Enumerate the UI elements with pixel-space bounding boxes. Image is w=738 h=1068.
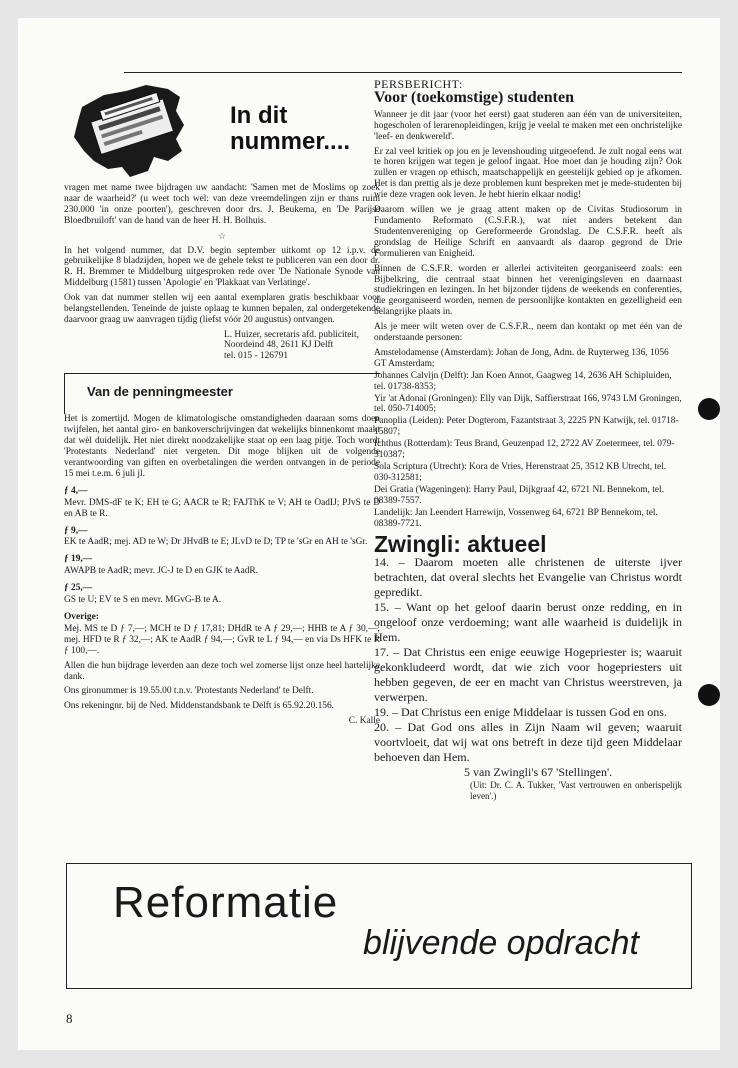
- thesis-citation: (Uit: Dr. C. A. Tukker, 'Vast vertrouwen en onberispelijk leven'.): [470, 780, 682, 801]
- contact-item: Panoplia (Leiden): Peter Dogterom, Fazantstraat 3, 2225 PN Katwijk, tel. 01718-15807;: [374, 416, 679, 438]
- magazine-page: [18, 18, 720, 1050]
- contact-item: Yir 'at Adonai (Groningen): Elly van Dijk, Saffierstraat 166, 9743 LM Groningen, tel. 050-714005;: [374, 393, 682, 415]
- contact-item: Dei Gratia (Wageningen): Harry Paul, Dijkgraaf 42, 6721 NL Bennekom, tel. 08389-7557.: [374, 484, 664, 506]
- top-rule-right: [374, 72, 682, 73]
- penningmeester-header: [64, 373, 380, 414]
- punch-hole-icon: [698, 684, 720, 706]
- press-paragraph: Wanneer je dit jaar (voor het eerst) gaat studeren aan één van de universiteiten, hogescholen of lerarenopleidingen, krijg je veelal te maken met een onchristelijke 'leef- en denkwereld'.: [374, 109, 682, 142]
- thesis-item: 20. – Dat God ons alles in Zijn Naam wil geven; waaruit voortvloeit, dat wij wat ons betreft in deze tijd geen Middelaar behoeven dan Hem.: [374, 720, 682, 765]
- banner-word-opdracht: blijvende opdracht: [363, 924, 639, 962]
- gift-list: AWAPB te AadR; mevr. JC-J te D en GJK te AadR.: [64, 566, 259, 577]
- intro-title: In dit nummer....: [230, 102, 351, 155]
- gift-heading: Overige:: [64, 611, 99, 622]
- signature-line: Noordeind 48, 2611 KJ Delft: [224, 340, 334, 351]
- press-paragraph: Er zal veel kritiek op jou en je levenshouding uitgeoefend. Je zult nogal eens wat te horen krijgen wat tegen je geloof ingaat. Hoe moet dan je houding zijn? Ook zullen er vragen op ethisch, maatschappelijk en geestelijk gebied op je afkomen. Het is dan prettig als je deze problemen kunt bespreken met je mede-studenten bij wie deze vragen ook leven. Je hebt hierin elkaar nodig!: [374, 146, 682, 201]
- intro-paragraph: Ook van dat nummer stellen wij een aantal exemplaren gratis beschikbaar voor belangstellenden. Teneinde de juiste oplaag te kunnen bepalen, zal ondergetekende daarvoor graag uw aanvragen tijdig (liefst vóór 20 augustus) ontvangen.: [64, 293, 380, 325]
- signature-line: tel. 015 - 126791: [224, 350, 289, 361]
- netherlands-map-icon: [64, 81, 214, 181]
- intro-header: [64, 73, 380, 183]
- intro-paragraph: vragen met name twee bijdragen uw aandacht: 'Samen met de Moslims op zoek naar de waarheid?' (u weet toch wel: van deze vreemdelingen zijn er thans ruim 230.000 'in onze poorten'), geschreven door drs. J. Beukema, en 'De Parijse Bloedbruiloft' van de hand van de heer H. H. Bolhuis.: [64, 183, 380, 226]
- contact-list: [374, 348, 682, 530]
- banner-word-reformatie: Reformatie: [113, 878, 339, 927]
- gift-heading: ƒ 25,—: [64, 583, 93, 594]
- punch-hole-icon: [698, 398, 720, 420]
- page-number: 8: [66, 1011, 73, 1026]
- secretary-signature: [224, 330, 380, 362]
- intro-paragraph: In het volgend nummer, dat D.V. begin september uitkomt op 12 i.p.v. de gebruikelijke 8 bladzijden, hopen we de gehele tekst te publiceren van een door dr. R. H. Bremmer te Middelburg uitgesproken rede over 'De Nationale Synode van Middelburg (1581) tussen 'Apologie' en 'Plakkaat van Verlatinge'.: [64, 245, 380, 289]
- press-paragraph: Als je meer wilt weten over de C.S.F.R., neem dan kontakt op met één van de onderstaande personen:: [374, 322, 682, 344]
- gift-list: Mej. MS te D ƒ 7,—; MCH te D ƒ 17,81; DHdR te A ƒ 29,—; HHB te A ƒ 30,—; mej. HFD te R ƒ 32,—; AK te AadR ƒ 94,—; GvR te L ƒ 94,— en via Ds HFK te R ƒ 100,—.: [64, 623, 380, 656]
- thesis-item: 14. – Daarom moeten alle christenen de uiterste ijver betrachten, dat overal slechts het Evangelie van Christus wordt gepredikt.: [374, 555, 682, 600]
- right-column: [374, 72, 682, 801]
- contact-item: Ichthus (Rotterdam): Teus Brand, Geuzenpad 12, 2722 AV Zoetermeer, tel. 079-310387;: [374, 439, 675, 461]
- contact-item: Sola Scriptura (Utrecht): Kora de Vries, Herenstraat 25, 3512 KB Utrecht, tel. 030-312581;: [374, 462, 667, 483]
- zwingli-theses: [374, 555, 682, 801]
- gift-list: EK te AadR; mej. AD te W; Dr JHvdB te E; JLvD te D; TP te 'sGr en AH te 'sGr.: [64, 537, 368, 548]
- gift-heading: ƒ 4,—: [64, 485, 88, 496]
- press-paragraph: Daarom willen we je graag attent maken op de Civitas Studiosorum in Fundamento Reformato (C.S.F.R.), wat niet anders betekent dan Studentenvereniging op Gereformeerde Grondslag. De C.S.F.R. heeft als grondslag de Heilige Schrift en aanvaardt als daarop gegrond de Drie Formulieren van Enigheid.: [374, 205, 682, 259]
- contact-item: Johannes Calvijn (Delft): Jan Koen Annot, Gaagweg 14, 2636 AH Schipluiden, tel. 01738-8353;: [374, 370, 672, 392]
- thesis-item: 17. – Dat Christus een enige eeuwige Hogepriester is; waaruit gekonkludeerd wordt, dat wie zich voor hogepriesters uit hebben gegeven, de eer en macht van Christus weerstreven, ja verwerpen.: [374, 645, 682, 705]
- press-label: PERSBERICHT:: [374, 77, 463, 91]
- contact-item: Landelijk: Jan Leendert Harrewijn, Vossenweg 64, 6721 BP Bennekom, tel. 08389-7721.: [374, 507, 658, 529]
- treasurer-signature: C. Kalle: [348, 716, 380, 727]
- body-paragraph: Allen die hun bijdrage leverden aan deze toch wel zomerse lijst onze heel hartelijke dank.: [64, 660, 380, 682]
- section-title: Van de penningmeester: [87, 384, 233, 400]
- press-title: Voor (toekomstige) studenten: [374, 88, 574, 106]
- left-column: [64, 72, 380, 727]
- body-paragraph: Ons rekeningnr. bij de Ned. Middenstandsbank te Delft is 65.92.20.156.: [64, 701, 335, 712]
- gift-heading: ƒ 9,—: [64, 525, 88, 536]
- thesis-item: 19. – Dat Christus een enige Middelaar is tussen God en ons.: [374, 705, 667, 720]
- press-paragraph: Binnen de C.S.F.R. worden er allerlei activiteiten georganiseerd zoals: een Bijbelkring, die centraal staat binnen het verenigingsleven en daarnaast studiekringen en lezingen. In het bijzonder tijdens de weekends en conferenties, die georganiseerd worden, nemen de persoonlijke kontakten en gezelligheid een belangrijke plaats in.: [374, 263, 682, 318]
- star-divider-icon: ☆: [217, 230, 227, 241]
- body-paragraph: Ons gironummer is 19.55.00 t.n.v. 'Protestants Nederland' te Delft.: [64, 686, 314, 697]
- thesis-source: 5 van Zwingli's 67 'Stellingen'.: [464, 765, 613, 780]
- reformatie-banner: [66, 863, 692, 989]
- gift-list: Mevr. DMS-dF te K; EH te G; AACR te R; FAJThK te V; AH te OadIJ; PJvS te D en AB te R.: [64, 497, 380, 519]
- body-paragraph: Het is zomertijd. Mogen de klimatologische omstandigheden daaraan soms doen twijfelen, het aantal giro- en bankoverschrijvingen dat wekelijks binnenkomt maakt dat wèl duidelijk. Het niet direkt noodzakelijke staat op een laag pitje. Toch wordt 'Protestants Nederland' niet vergeten. Dit moge blijken uit de volgende verantwoording van giften en overbetalingen die werden ontvangen in de periode 15 mei t.e.m. 6 juli jl.: [64, 414, 380, 479]
- signature-line: L. Huizer, secretaris afd. publiciteit,: [224, 329, 359, 340]
- thesis-item: 15. – Want op het geloof daarin berust onze redding, en in ongeloof onze verdoeming; want alle waarheid is duidelijk in Hem.: [374, 600, 682, 645]
- gift-heading: ƒ 19,—: [64, 554, 93, 565]
- contact-item: Amstelodamense (Amsterdam): Johan de Jong, Adm. de Ruyterweg 136, 1056 GT Amsterdam;: [374, 347, 669, 369]
- zwingli-title: Zwingli: aktueel: [374, 531, 547, 558]
- gift-list: GS te U; EV te S en mevr. MGvG-B te A.: [64, 595, 222, 606]
